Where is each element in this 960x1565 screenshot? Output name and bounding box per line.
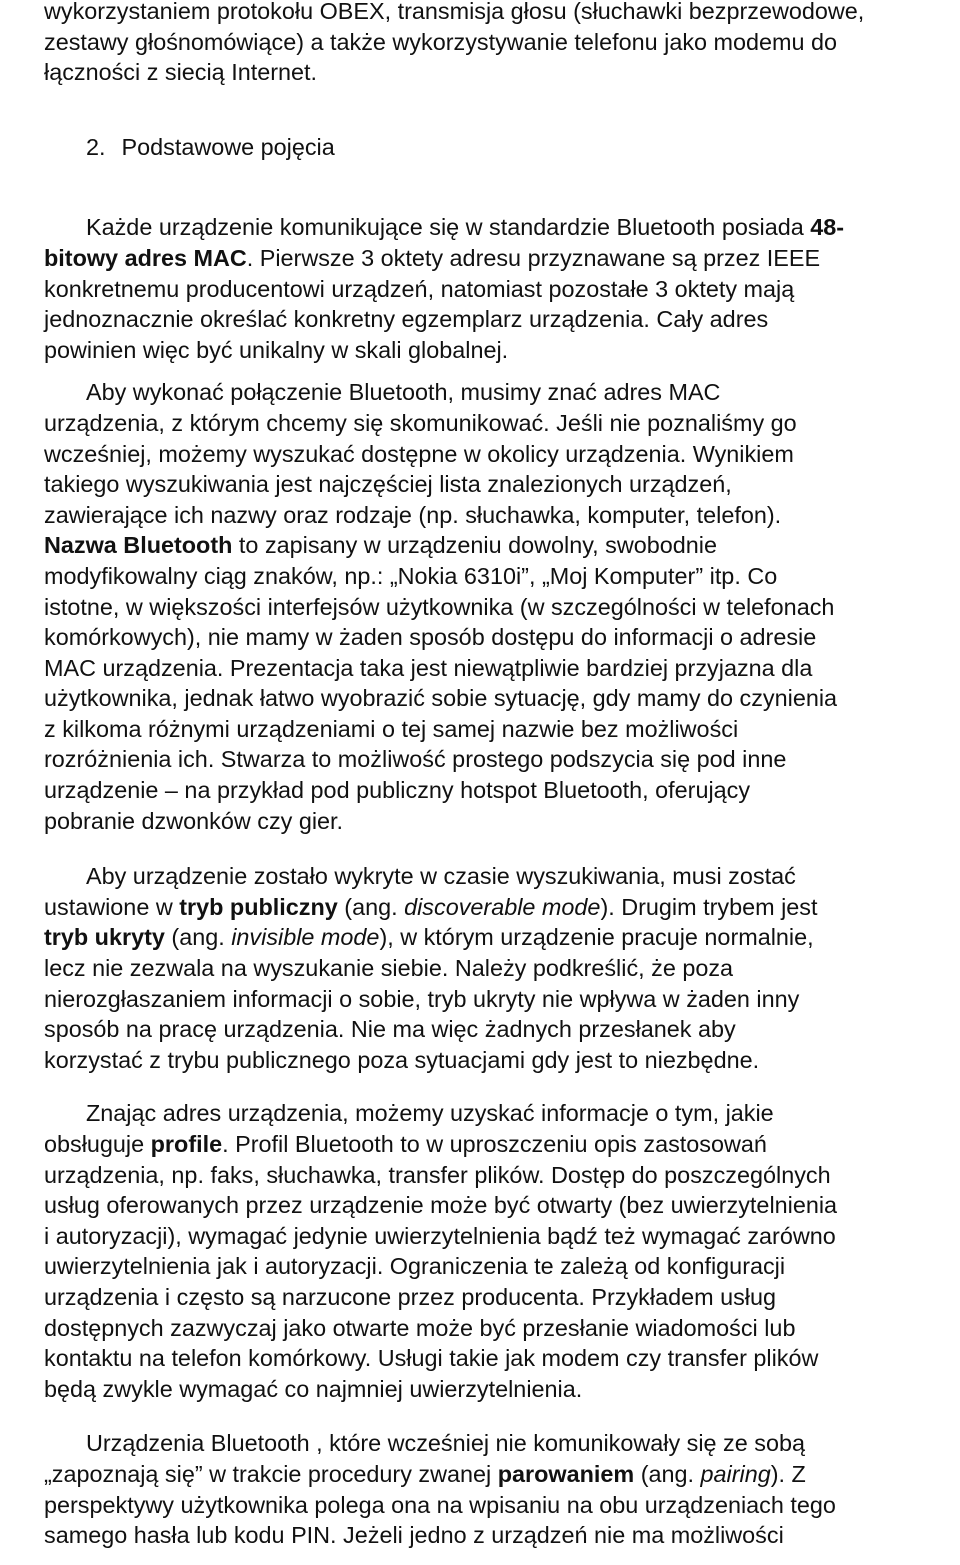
text-line: pobranie dzwonków czy gier. — [44, 807, 344, 834]
text-line: Aby wykonać połączenie Bluetooth, musimy znać adres MAC — [86, 379, 721, 406]
text-span: ). Z — [770, 1460, 806, 1487]
text-line: urządzenia i często są narzucone przez producenta. Przykładem usług — [44, 1283, 776, 1310]
text-line: korzystać z trybu publicznego poza sytuacjami gdy jest to niezbędne. — [44, 1046, 760, 1073]
text-line: i autoryzacji), wymagać jedynie uwierzytelnienia bądź też wymagać zarówno — [44, 1222, 836, 1249]
text-line: nierozgłaszaniem informacji o sobie, tryb ukryty nie wpływa w żaden inny — [44, 985, 800, 1012]
text-line — [44, 1129, 960, 1160]
paragraph-bluetooth-name — [44, 377, 960, 836]
bold-term: tryb publiczny — [179, 893, 338, 920]
text-span: „zapoznają się” w trakcie procedury zwanej — [44, 1460, 498, 1487]
text-span: to zapisany w urządzeniu dowolny, swobodnie — [232, 532, 717, 559]
text-line: Znając adres urządzenia, możemy uzyskać informacje o tym, jakie — [86, 1100, 774, 1127]
text-line: powinien więc być unikalny w skali globalnej. — [44, 336, 509, 363]
text-line: łączności z siecią Internet. — [44, 59, 318, 86]
text-line: jednoznacznie określać konkretny egzemplarz urządzenia. Cały adres — [44, 306, 769, 333]
text-line — [44, 530, 960, 561]
text-line: takiego wyszukiwania jest najczęściej lista znalezionych urządzeń, — [44, 471, 732, 498]
text-line: zestawy głośnomówiące) a także wykorzystywanie telefonu jako modemu do — [44, 28, 838, 55]
bold-term: profile — [150, 1131, 223, 1157]
section-heading — [86, 132, 960, 163]
text-line: urządzenie – na przykład pod publiczny hotspot Bluetooth, oferujący — [44, 777, 751, 804]
paragraph-discoverable-mode — [44, 861, 960, 1075]
text-line: użytkownika, jednak łatwo wyobrazić sobie sytuację, gdy mamy do czynienia — [44, 685, 838, 712]
text-line: Urządzenia Bluetooth , które wcześniej nie komunikowały się ze sobą — [86, 1430, 805, 1457]
text-line: urządzenia, z którym chcemy się skomunikować. Jeśli nie poznaliśmy go — [44, 409, 797, 436]
italic-term: discoverable mode — [404, 893, 601, 920]
text-line: sposób na pracę urządzenia. Nie ma więc żadnych przesłanek aby — [44, 1016, 736, 1043]
text-line — [44, 1459, 960, 1490]
text-span: . Profil Bluetooth to w uproszczeniu opis zastosowań — [222, 1131, 767, 1157]
text-line: perspektywy użytkownika polega ona na wpisaniu na obu urządzeniach tego — [44, 1491, 836, 1518]
section-number: 2. — [86, 133, 106, 160]
paragraph-profiles — [44, 1098, 960, 1404]
text-line: MAC urządzenia. Prezentacja taka jest niewątpliwie bardziej przyjazna dla — [44, 654, 813, 681]
text-line: będą zwykle wymagać co najmniej uwierzytelnienia. — [44, 1375, 583, 1402]
text-line: modyfikowalny ciąg znaków, np.: „Nokia 6310i”, „Moj Komputer” itp. Co — [44, 562, 778, 589]
text-line: samego hasła lub kodu PIN. Jeżeli jedno z urządzeń nie ma możliwości — [44, 1522, 784, 1549]
text-line: lecz nie zezwala na wyszukanie siebie. Należy podkreślić, że poza — [44, 955, 734, 982]
section-title: Podstawowe pojęcia — [121, 133, 335, 160]
text-line: z kilkoma różnymi urządzeniami o tej samej nazwie bez możliwości — [44, 715, 739, 742]
text-span: (ang. — [634, 1460, 701, 1487]
text-line: kontaktu na telefon komórkowy. Usługi takie jak modem czy transfer plików — [44, 1345, 819, 1372]
text-span: . Pierwsze 3 oktety adresu przyznawane są przez IEEE — [246, 244, 821, 271]
text-line: istotne, w większości interfejsów użytkownika (w szczególności w telefonach — [44, 593, 835, 620]
text-span: ). Drugim trybem jest — [600, 893, 818, 920]
bold-term: 48- — [810, 214, 845, 241]
text-line: urządzenia, np. faks, słuchawka, transfer plików. Dostęp do poszczególnych — [44, 1161, 831, 1188]
text-line: uwierzytelnienia jak i autoryzacji. Ograniczenia te zależą od konfiguracji — [44, 1253, 786, 1280]
paragraph-pairing — [44, 1428, 960, 1550]
paragraph-mac-address — [44, 212, 960, 365]
text-line — [44, 212, 960, 243]
text-span: (ang. — [164, 924, 232, 951]
text-span: ), w którym urządzenie pracuje normalnie, — [379, 924, 814, 951]
text-span: (ang. — [337, 893, 405, 920]
intro-paragraph — [44, 0, 960, 88]
text-span: ustawione w — [44, 893, 180, 920]
text-line — [44, 892, 960, 923]
text-line — [44, 243, 960, 274]
bold-term: Nazwa Bluetooth — [44, 532, 233, 559]
text-line: komórkowych), nie mamy w żaden sposób dostępu do informacji o adresie — [44, 624, 817, 651]
text-line: zawierające ich nazwy oraz rodzaje (np. słuchawka, komputer, telefon). — [44, 501, 782, 528]
italic-term: pairing — [700, 1460, 771, 1487]
text-line: konkretnemu producentowi urządzeń, natomiast pozostałe 3 oktety mają — [44, 275, 795, 302]
text-line — [44, 922, 960, 953]
text-line: Aby urządzenie zostało wykryte w czasie wyszukiwania, musi zostać — [86, 863, 796, 890]
italic-term: invisible mode — [231, 924, 380, 951]
text-span: Każde urządzenie komunikujące się w standardzie Bluetooth posiada — [86, 214, 811, 241]
text-line: dostępnych zazwyczaj jako otwarte może być przesłanie wiadomości lub — [44, 1314, 796, 1341]
text-line: usług oferowanych przez urządzenie może być otwarty (bez uwierzytelnienia — [44, 1192, 838, 1219]
text-span: obsługuje — [44, 1131, 151, 1157]
bold-term: bitowy adres MAC — [44, 244, 247, 271]
bold-term: parowaniem — [497, 1460, 635, 1487]
text-line: wcześniej, możemy wyszukać dostępne w okolicy urządzenia. Wynikiem — [44, 440, 794, 467]
bold-term: tryb ukryty — [44, 924, 165, 951]
text-line: rozróżnienia ich. Stwarza to możliwość prostego podszycia się pod inne — [44, 746, 787, 773]
text-line: wykorzystaniem protokołu OBEX, transmisja głosu (słuchawki bezprzewodowe, — [44, 0, 865, 24]
